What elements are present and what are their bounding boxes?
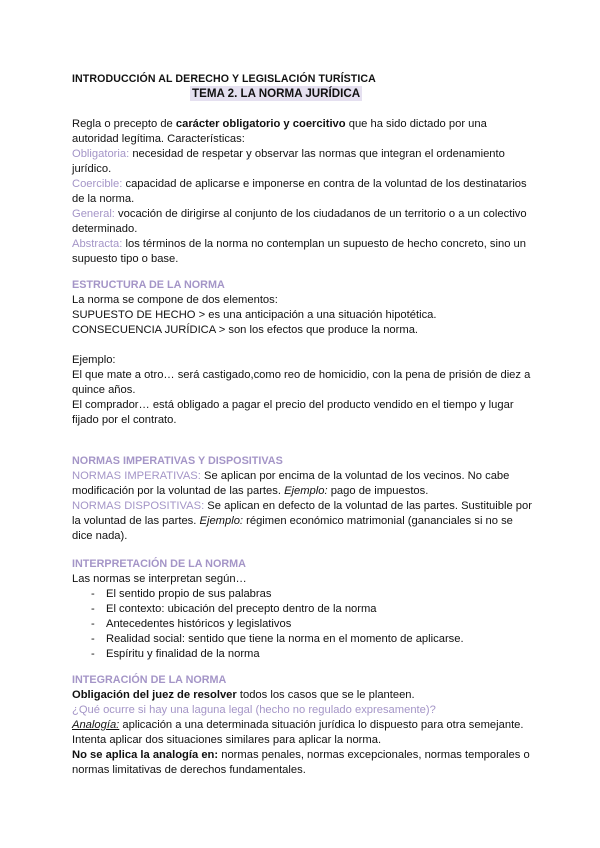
char-general: General: vocación de dirigirse al conjunto de los ciudadanos de un territorio o a un colectivo determinado. (72, 208, 527, 235)
estructura-line: La norma se compone de dos elementos: (72, 294, 278, 306)
char-coercible: Coercible: capacidad de aplicarse e imponerse en contra de la voluntad de los destinatarios de la norma. (72, 178, 527, 205)
list-item: - Realidad social: sentido que tiene la norma en el momento de aplicarse. (72, 632, 532, 647)
imperativas-section (72, 454, 532, 544)
topic-title: TEMA 2. LA NORMA JURÍDICA (192, 87, 361, 100)
imperativas-paragraph: NORMAS IMPERATIVAS: Se aplican por encima de la voluntad de los vecinos. No cabe modificación por la voluntad de las partes. Ejemplo: pago de impuestos. (72, 470, 510, 497)
definition-text: Regla o precepto de (72, 118, 176, 130)
integracion-line: Intenta aplicar dos situaciones similares para aplicar la norma. (72, 734, 382, 746)
section-heading: NORMAS IMPERATIVAS Y DISPOSITIVAS (72, 455, 283, 467)
list-item: - Antecedentes históricos y legislativos (72, 617, 532, 632)
list-item: - El sentido propio de sus palabras (72, 587, 532, 602)
example-text: El que mate a otro… será castigado,como reo de homicidio, con la pena de prisión de diez a quince años. (72, 369, 531, 396)
section-heading: INTEGRACIÓN DE LA NORMA (72, 674, 227, 686)
list-item: - Espíritu y finalidad de la norma (72, 647, 532, 662)
intro-section (72, 117, 532, 267)
char-obligatoria: Obligatoria: necesidad de respetar y observar las normas que integran el ordenamiento jurídico. (72, 148, 505, 175)
course-title: INTRODUCCIÓN AL DERECHO Y LEGISLACIÓN TURÍSTICA (72, 73, 376, 85)
dispositivas-paragraph: NORMAS DISPOSITIVAS: Se aplican en defecto de la voluntad de las partes. Sustituible por la voluntad de las partes. Ejemplo: régimen económico matrimonial (gananciales si no se dice nada). (72, 500, 532, 542)
section-heading: INTERPRETACIÓN DE LA NORMA (72, 558, 246, 570)
char-abstracta: Abstracta: los términos de la norma no contemplan un supuesto de hecho concreto, sino un supuesto tipo o base. (72, 238, 526, 265)
list-item: - El contexto: ubicación del precepto dentro de la norma (72, 602, 532, 617)
example-text: El comprador… está obligado a pagar el precio del producto vendido en el tiempo y lugar fijado por el contrato. (72, 399, 514, 426)
interpretacion-section (72, 557, 532, 662)
example-label: Ejemplo: (72, 354, 116, 366)
laguna-question: ¿Qué ocurre si hay una laguna legal (hecho no regulado expresamente)? (72, 704, 436, 716)
analogia-line: Analogía: aplicación a una determinada situación jurídica lo dispuesto para otra semejante. (72, 719, 524, 731)
section-heading: ESTRUCTURA DE LA NORMA (72, 279, 225, 291)
integracion-section (72, 673, 532, 778)
definition-text-end: que ha sido dictado por una autoridad legítima. Características: (72, 118, 487, 145)
estructura-section (72, 278, 532, 428)
analogia-exceptions: No se aplica la analogía en: normas penales, normas excepcionales, normas temporales o normas limitativas de derechos fundamentales. (72, 749, 530, 776)
definition-bold: carácter obligatorio y coercitivo (175, 118, 346, 130)
estructura-line: CONSECUENCIA JURÍDICA > son los efectos que produce la norma. (72, 324, 419, 336)
interpretacion-list (72, 587, 532, 662)
estructura-line: SUPUESTO DE HECHO > es una anticipación a una situación hipotética. (72, 309, 437, 321)
definition-paragraph (72, 117, 532, 147)
integracion-line: Obligación del juez de resolver todos los casos que se le planteen. (72, 689, 415, 701)
interpretacion-intro: Las normas se interpretan según… (72, 573, 247, 585)
